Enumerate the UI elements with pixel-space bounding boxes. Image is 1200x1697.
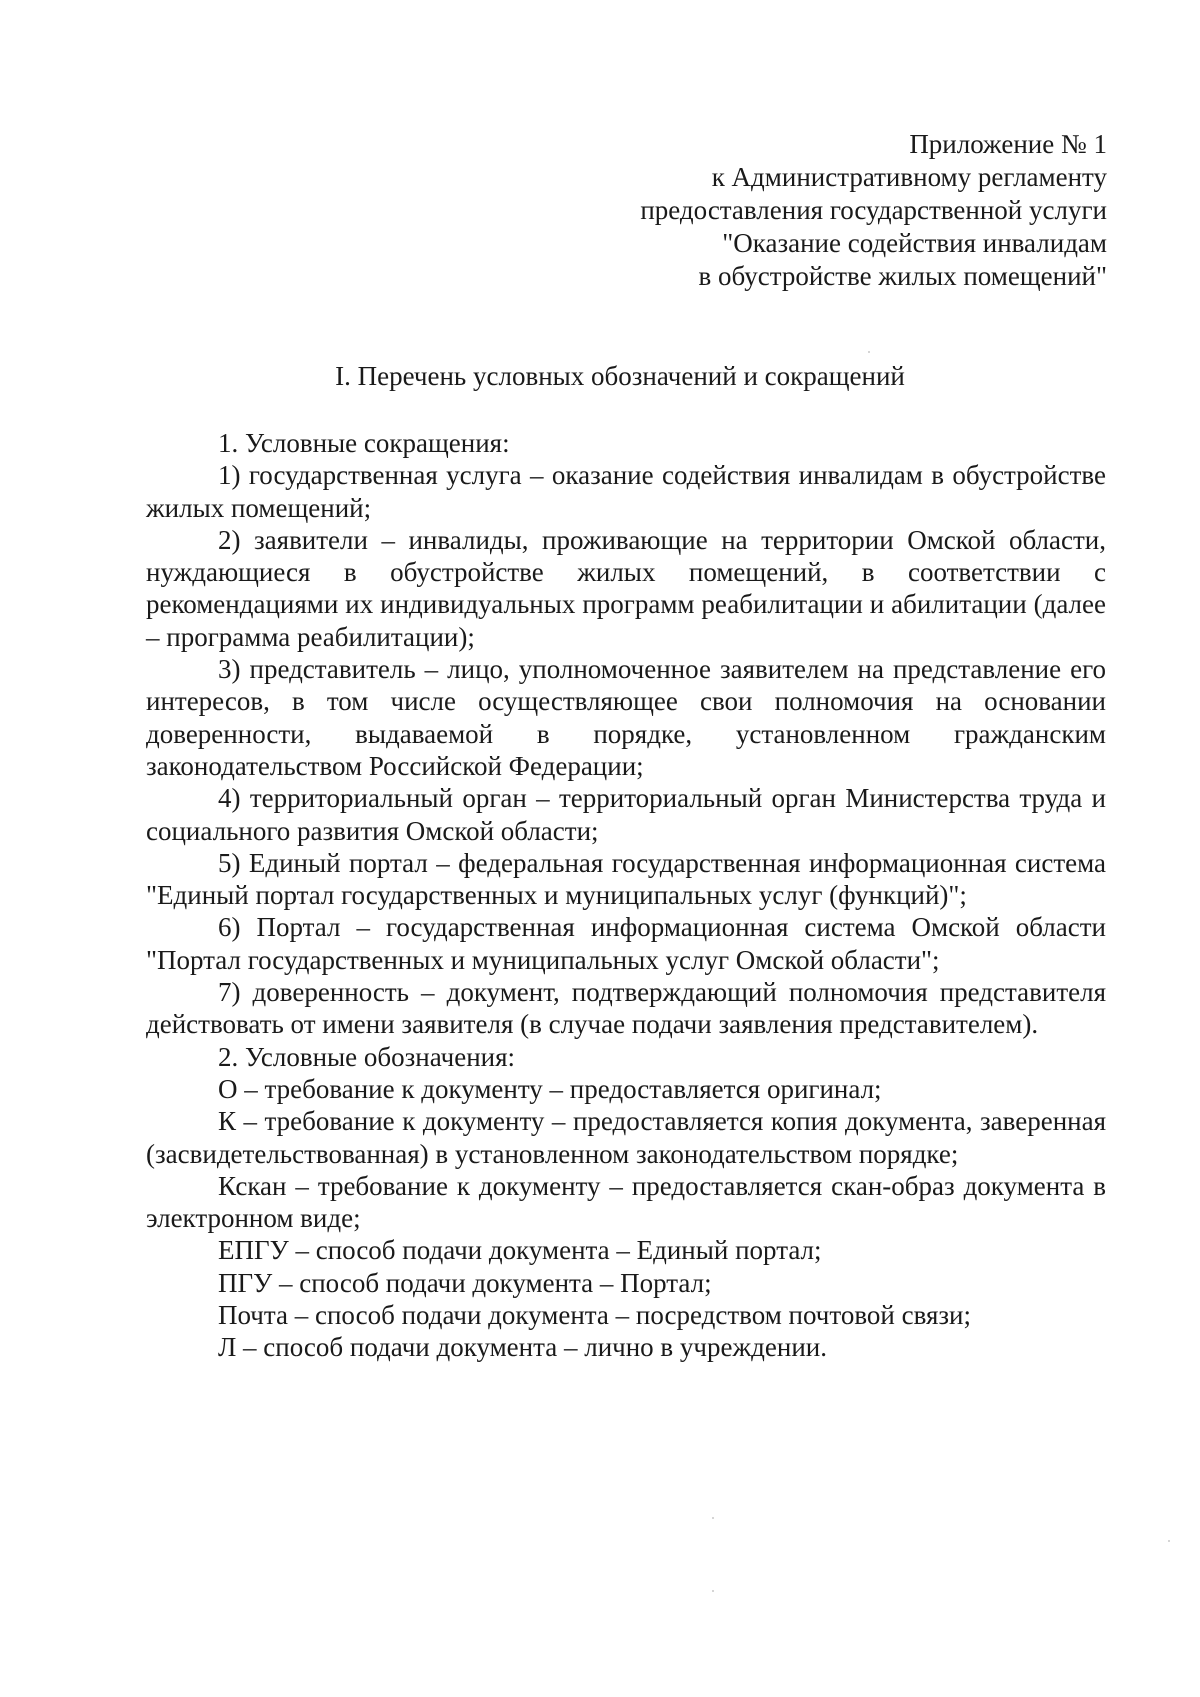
paragraph: ЕПГУ – способ подачи документа – Единый портал; — [218, 1235, 822, 1266]
paragraph: 2) заявители – инвалиды, проживающие на территории Омской области, нуждающиеся в обустройстве жилых помещений, в соответствии с рекомендациями их индивидуальных программ реабилитации и абилитации (далее – программа реабилитации); — [146, 524, 1106, 652]
paragraph: 6) Портал – государственная информационная система Омской области "Портал государственных и муниципальных услуг Омской области"; — [146, 912, 1106, 975]
paragraph: 3) представитель – лицо, уполномоченное заявителем на представление его интересов, в том числе осуществляющее свои полномочия на основании доверенности, выдаваемой в порядке, установленном гражданским законодательством Российской Федерации; — [146, 654, 1106, 781]
document-body — [146, 427, 1106, 1364]
appendix-header — [640, 128, 1107, 293]
scan-speck — [868, 351, 870, 353]
paragraph: 4) территориальный орган – территориальный орган Министерства труда и социального развития Омской области; — [146, 783, 1106, 846]
paragraph: Л – способ подачи документа – лично в учреждении. — [218, 1332, 827, 1363]
scan-speck — [712, 1517, 714, 1519]
appendix-number: Приложение № 1 — [909, 129, 1107, 159]
paragraph: 7) доверенность – документ, подтверждающий полномочия представителя действовать от имени заявителя (в случае подачи заявления представителем). — [146, 977, 1106, 1040]
appendix-reference-line: предоставления государственной услуги — [640, 195, 1107, 225]
paragraph: К – требование к документу – предоставляется копия документа, заверенная (засвидетельствованная) в установленном законодательством порядке; — [146, 1106, 1106, 1169]
paragraph: 2. Условные обозначения: — [218, 1041, 516, 1072]
scan-speck — [1168, 1540, 1170, 1542]
paragraph: ПГУ – способ подачи документа – Портал; — [218, 1267, 712, 1298]
paragraph: Почта – способ подачи документа – посредством почтовой связи; — [218, 1300, 971, 1331]
scan-speck — [712, 1590, 714, 1592]
appendix-reference-line: "Оказание содействия инвалидам — [722, 228, 1107, 258]
paragraph: 5) Единый портал – федеральная государственная информационная система "Единый портал государственных и муниципальных услуг (функций)"; — [146, 847, 1106, 911]
paragraph: 1) государственная услуга – оказание содействия инвалидам в обустройстве жилых помещений; — [146, 460, 1106, 523]
paragraph: 1. Условные сокращения: — [218, 428, 510, 458]
appendix-reference-line: к Административному регламенту — [711, 162, 1107, 192]
paragraph: О – требование к документу – предоставляется оригинал; — [218, 1073, 882, 1104]
paragraph: Кскан – требование к документу – предоставляется скан-образ документа в электронном виде; — [146, 1170, 1106, 1234]
section-title: I. Перечень условных обозначений и сокращений — [335, 361, 905, 391]
appendix-reference-line: в обустройстве жилых помещений" — [698, 261, 1107, 291]
